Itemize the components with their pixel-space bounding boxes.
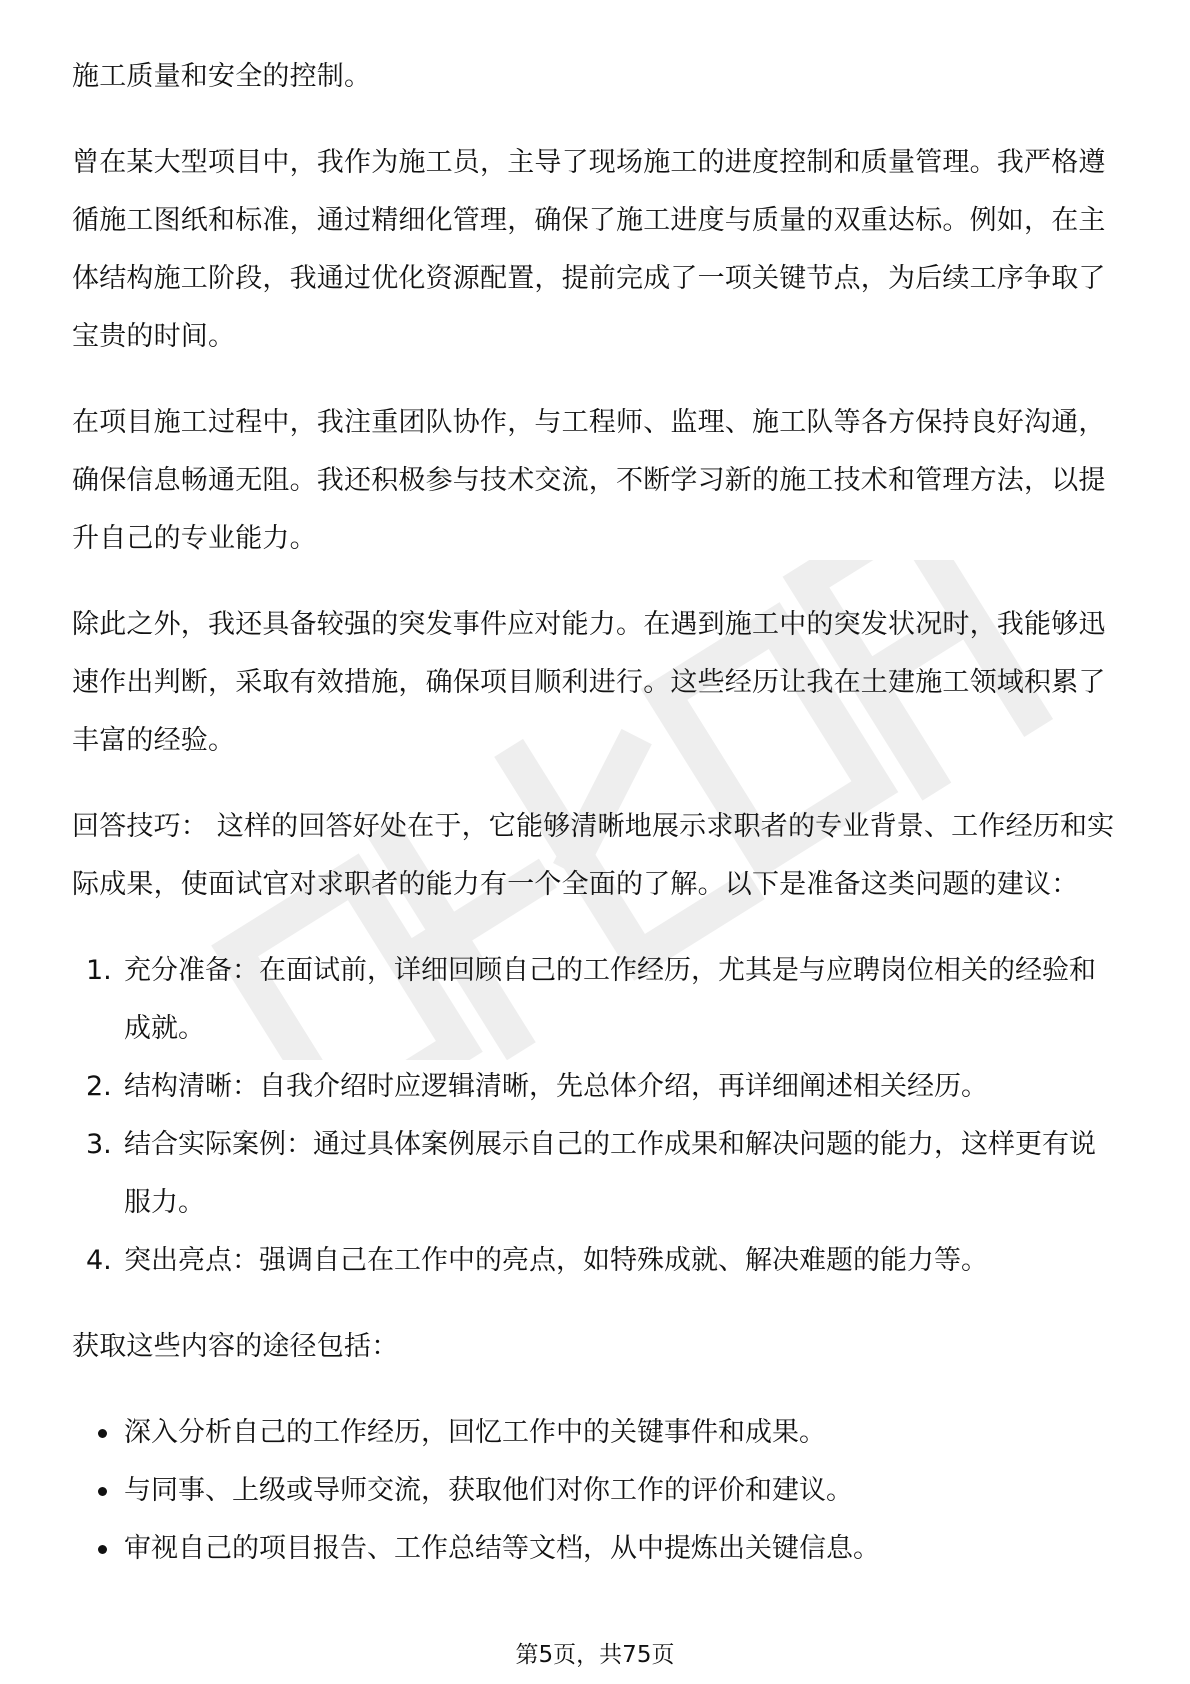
list-item	[72, 1116, 1122, 1232]
list-item	[72, 1520, 1122, 1578]
list-item-text: 深入分析自己的工作经历，回忆工作中的关键事件和成果。	[124, 1417, 826, 1448]
list-item-text: 结合实际案例：通过具体案例展示自己的工作成果和解决问题的能力，这样更有说服力。	[124, 1129, 1096, 1218]
paragraph-experience: 曾在某大型项目中，我作为施工员，主导了现场施工的进度控制和质量管理。我严格遵循施工图纸和标准，通过精细化管理，确保了施工进度与质量的双重达标。例如，在主体结构施工阶段，我通过优化资源配置，提前完成了一项关键节点，为后续工序争取了宝贵的时间。	[72, 147, 1106, 352]
list-item-text: 与同事、上级或导师交流，获取他们对你工作的评价和建议。	[124, 1475, 853, 1506]
paragraph-ways-intro: 获取这些内容的途径包括：	[72, 1331, 399, 1362]
list-number: 2.	[86, 1071, 112, 1102]
list-item	[72, 942, 1122, 1058]
list-item	[72, 1404, 1122, 1462]
bullet-icon	[98, 1487, 107, 1496]
list-item-text: 突出亮点：强调自己在工作中的亮点，如特殊成就、解决难题的能力等。	[124, 1245, 988, 1276]
paragraph-emergency: 除此之外，我还具备较强的突发事件应对能力。在遇到施工中的突发状况时，我能够迅速作出判断，采取有效措施，确保项目顺利进行。这些经历让我在土建施工领域积累了丰富的经验。	[72, 609, 1106, 756]
list-number: 4.	[86, 1245, 112, 1276]
list-item-text: 审视自己的项目报告、工作总结等文档，从中提炼出关键信息。	[124, 1533, 880, 1564]
list-item	[72, 1462, 1122, 1520]
paragraph-continued: 施工质量和安全的控制。	[72, 61, 372, 92]
bullet-icon	[98, 1545, 107, 1554]
list-number: 1.	[86, 955, 112, 986]
paragraph-teamwork: 在项目施工过程中，我注重团队协作，与工程师、监理、施工队等各方保持良好沟通，确保信息畅通无阻。我还积极参与技术交流，不断学习新的施工技术和管理方法，以提升自己的专业能力。	[72, 407, 1106, 554]
list-number: 3.	[86, 1129, 112, 1160]
list-item	[72, 1232, 1122, 1290]
document-body	[72, 48, 1122, 1606]
list-item	[72, 1058, 1122, 1116]
list-item-text: 充分准备：在面试前，详细回顾自己的工作经历，尤其是与应聘岗位相关的经验和成就。	[124, 955, 1096, 1044]
paragraph-answer-tips: 回答技巧： 这样的回答好处在于，它能够清晰地展示求职者的专业背景、工作经历和实际成果，使面试官对求职者的能力有一个全面的了解。以下是准备这类问题的建议：	[72, 811, 1115, 900]
ways-list	[72, 1404, 1122, 1578]
list-item-text: 结构清晰：自我介绍时应逻辑清晰，先总体介绍，再详细阐述相关经历。	[124, 1071, 988, 1102]
bullet-icon	[98, 1429, 107, 1438]
tips-list	[72, 942, 1122, 1290]
page-number: 第5页，共75页	[515, 1642, 675, 1668]
